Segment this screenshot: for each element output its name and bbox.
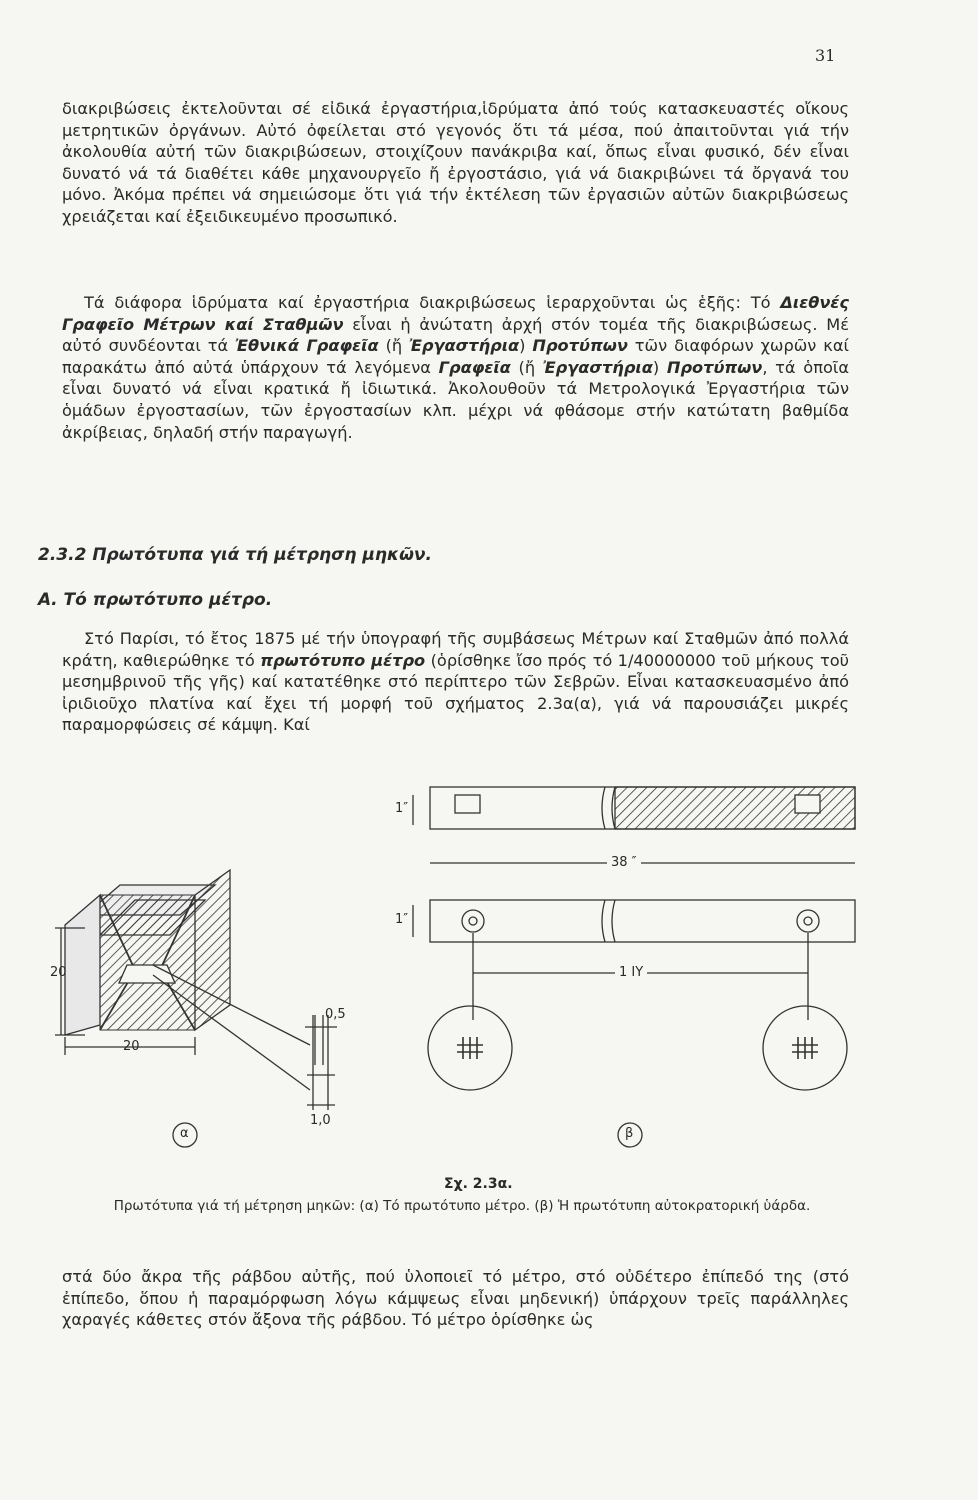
paragraph-prototype-meter: [62, 628, 849, 736]
subsection-heading: Α. Τό πρωτότυπο μέτρο.: [38, 590, 273, 610]
figure-drawing: [45, 765, 875, 1165]
dimension-0-5: 0,5: [325, 1007, 346, 1022]
text-run: Τά διάφορα ἱδρύματα καί ἐργαστήρια διακριβώσεως ἱεραρχοῦνται ὡς ἑξῆς: Τό: [84, 293, 781, 312]
figure-label-a: α: [180, 1126, 189, 1141]
paragraph-grooves: [62, 1266, 849, 1331]
dimension-38-inches: 38 ″: [607, 855, 641, 870]
bold-term: πρωτότυπο μέτρο: [260, 650, 426, 670]
bold-term: Διεθνές Γραφεῖο Μέτρων καί Σταθμῶν: [62, 293, 849, 334]
text-run: (ἤ: [510, 357, 543, 377]
dimension-1-inch-top: 1″: [395, 801, 409, 816]
paragraph-1: διακριβώσεις ἐκτελοῦνται σέ εἰδικά ἐργαστήρια,ἱδρύματα ἀπό τούς κατασκευαστές οἴκους μετρητικῶν ὀργάνων. Αὐτό ὀφείλεται στό γεγονός ὅτι τά μέσα, πού ἀπαιτοῦνται γιά τήν ἀκολουθία αὐτή τῶν διακριβώσεων, στοιχίζουν πανάκριβα καί, ὅπως εἶναι φυσικό, δέν εἶναι δυνατό νά τά διαθέτει κάθε μηχανουργεῖο ἤ ἐργοστάσιο, γιά νά διακριβώνει τά ὄργανά του μόνο. Ἀκόμα πρέπει νά σημειώσομε ὅτι γιά τήν ἐκτέλεση τῶν ἐργασιῶν αὐτῶν διακριβώσεως χρειάζεται καί ἐξειδικευμένο προσωπικό.: [62, 99, 849, 226]
paragraph-calibration-labs: [62, 98, 849, 228]
paragraph-2: [62, 292, 849, 443]
bold-term: Προτύπων: [666, 357, 763, 377]
dimension-1-0: 1,0: [310, 1113, 331, 1128]
dimension-20-width: 20: [123, 1039, 140, 1054]
text-run: Στό Παρίσι, τό ἔτος 1875 μέ τήν ὑπογραφή τῆς συμβάσεως Μέτρων καί Σταθμῶν ἀπό πολλά κράτη, καθιερώθηκε τό: [62, 629, 849, 670]
text-run: , τά ὁποῖα εἶναι δυνατό νά εἶναι κρατικά ἤ ἰδιωτικά. Ἀκολουθοῦν τά Μετρολογικά Ἐργαστήρια τῶν ὁμάδων ἐργοστασίων, τῶν ἐργοστασίων κλπ. μέχρι νά φθάσομε στήν κατώτατη βαθμίδα ἀκρίβειας, δηλαδή στήν παραγωγή.: [62, 357, 850, 442]
bold-term: Προτύπων: [532, 336, 628, 356]
figure-label-b: β: [625, 1126, 634, 1141]
paragraph-3: [62, 628, 849, 736]
figure-caption: Πρωτότυπα γιά τή μέτρηση μηκῶν: (α) Τό πρωτότυπο μέτρο. (β) Ἡ πρωτότυπη αὐτοκρατορική ὑάρδα.: [113, 1198, 811, 1214]
dimension-1-yard: 1 ΙΥ: [615, 965, 647, 980]
figure-number: Σχ. 2.3α.: [444, 1176, 513, 1192]
paragraph-hierarchy: [62, 292, 849, 443]
dimension-20-height: 20: [50, 965, 67, 980]
text-run: ): [519, 336, 533, 356]
text-run: (ἤ: [378, 336, 410, 356]
bold-term: Ἐργαστήρια: [409, 336, 520, 356]
text-run: (ὁρίσθηκε ἴσο πρός τό 1/40000000 τοῦ μήκους τοῦ μεσημβρινοῦ τῆς γῆς) καί κατατέθηκε στό περίπτερο τῶν Σεβρῶν. Εἶναι κατασκευασμένο ἀπό ἰριδιοῦχο πλατίνα καί ἔχει τή μορφή τοῦ σχήματος 2.3α(α), γιά νά παρουσιάζει μικρές παραμορφώσεις σέ κάμψη. Καί: [62, 650, 849, 735]
page-number: 31: [815, 46, 836, 65]
paragraph-4: στά δύο ἄκρα τῆς ράβδου αὐτῆς, πού ὑλοποιεῖ τό μέτρο, στό οὐδέτερο ἐπίπεδό της (στό ἐπίπεδο, ὅπου ἡ παραμόρφωση λόγω κάμψεως εἶναι μηδενική) ὑπάρχουν τρεῖς παράλληλες χαραγές κάθετες στόν ἄξονα τῆς ράβδου. Τό μέτρο ὁρίσθηκε ὡς: [62, 1267, 849, 1330]
text-run: ): [652, 357, 667, 377]
meter-bar-section: [65, 870, 230, 1035]
section-heading: 2.3.2 Πρωτότυπα γιά τή μέτρηση μηκῶν.: [38, 545, 432, 565]
bold-term: Γραφεῖα: [438, 357, 511, 377]
text-run: εἶναι ἡ ἀνώτατη ἀρχή στόν τομέα τῆς διακριβώσεως. Μέ αὐτό συνδέονται τά: [62, 314, 850, 356]
bold-term: Ἐργαστήρια: [542, 357, 653, 377]
dimension-1-inch-bottom: 1″: [395, 912, 409, 927]
figure-2-3a: [45, 765, 875, 1169]
text-run: τῶν διαφόρων χωρῶν καί παρακάτω ἀπό αὐτά ὑπάρχουν τά λεγόμενα: [62, 336, 849, 377]
bold-term: Ἐθνικά Γραφεῖα: [235, 336, 379, 356]
